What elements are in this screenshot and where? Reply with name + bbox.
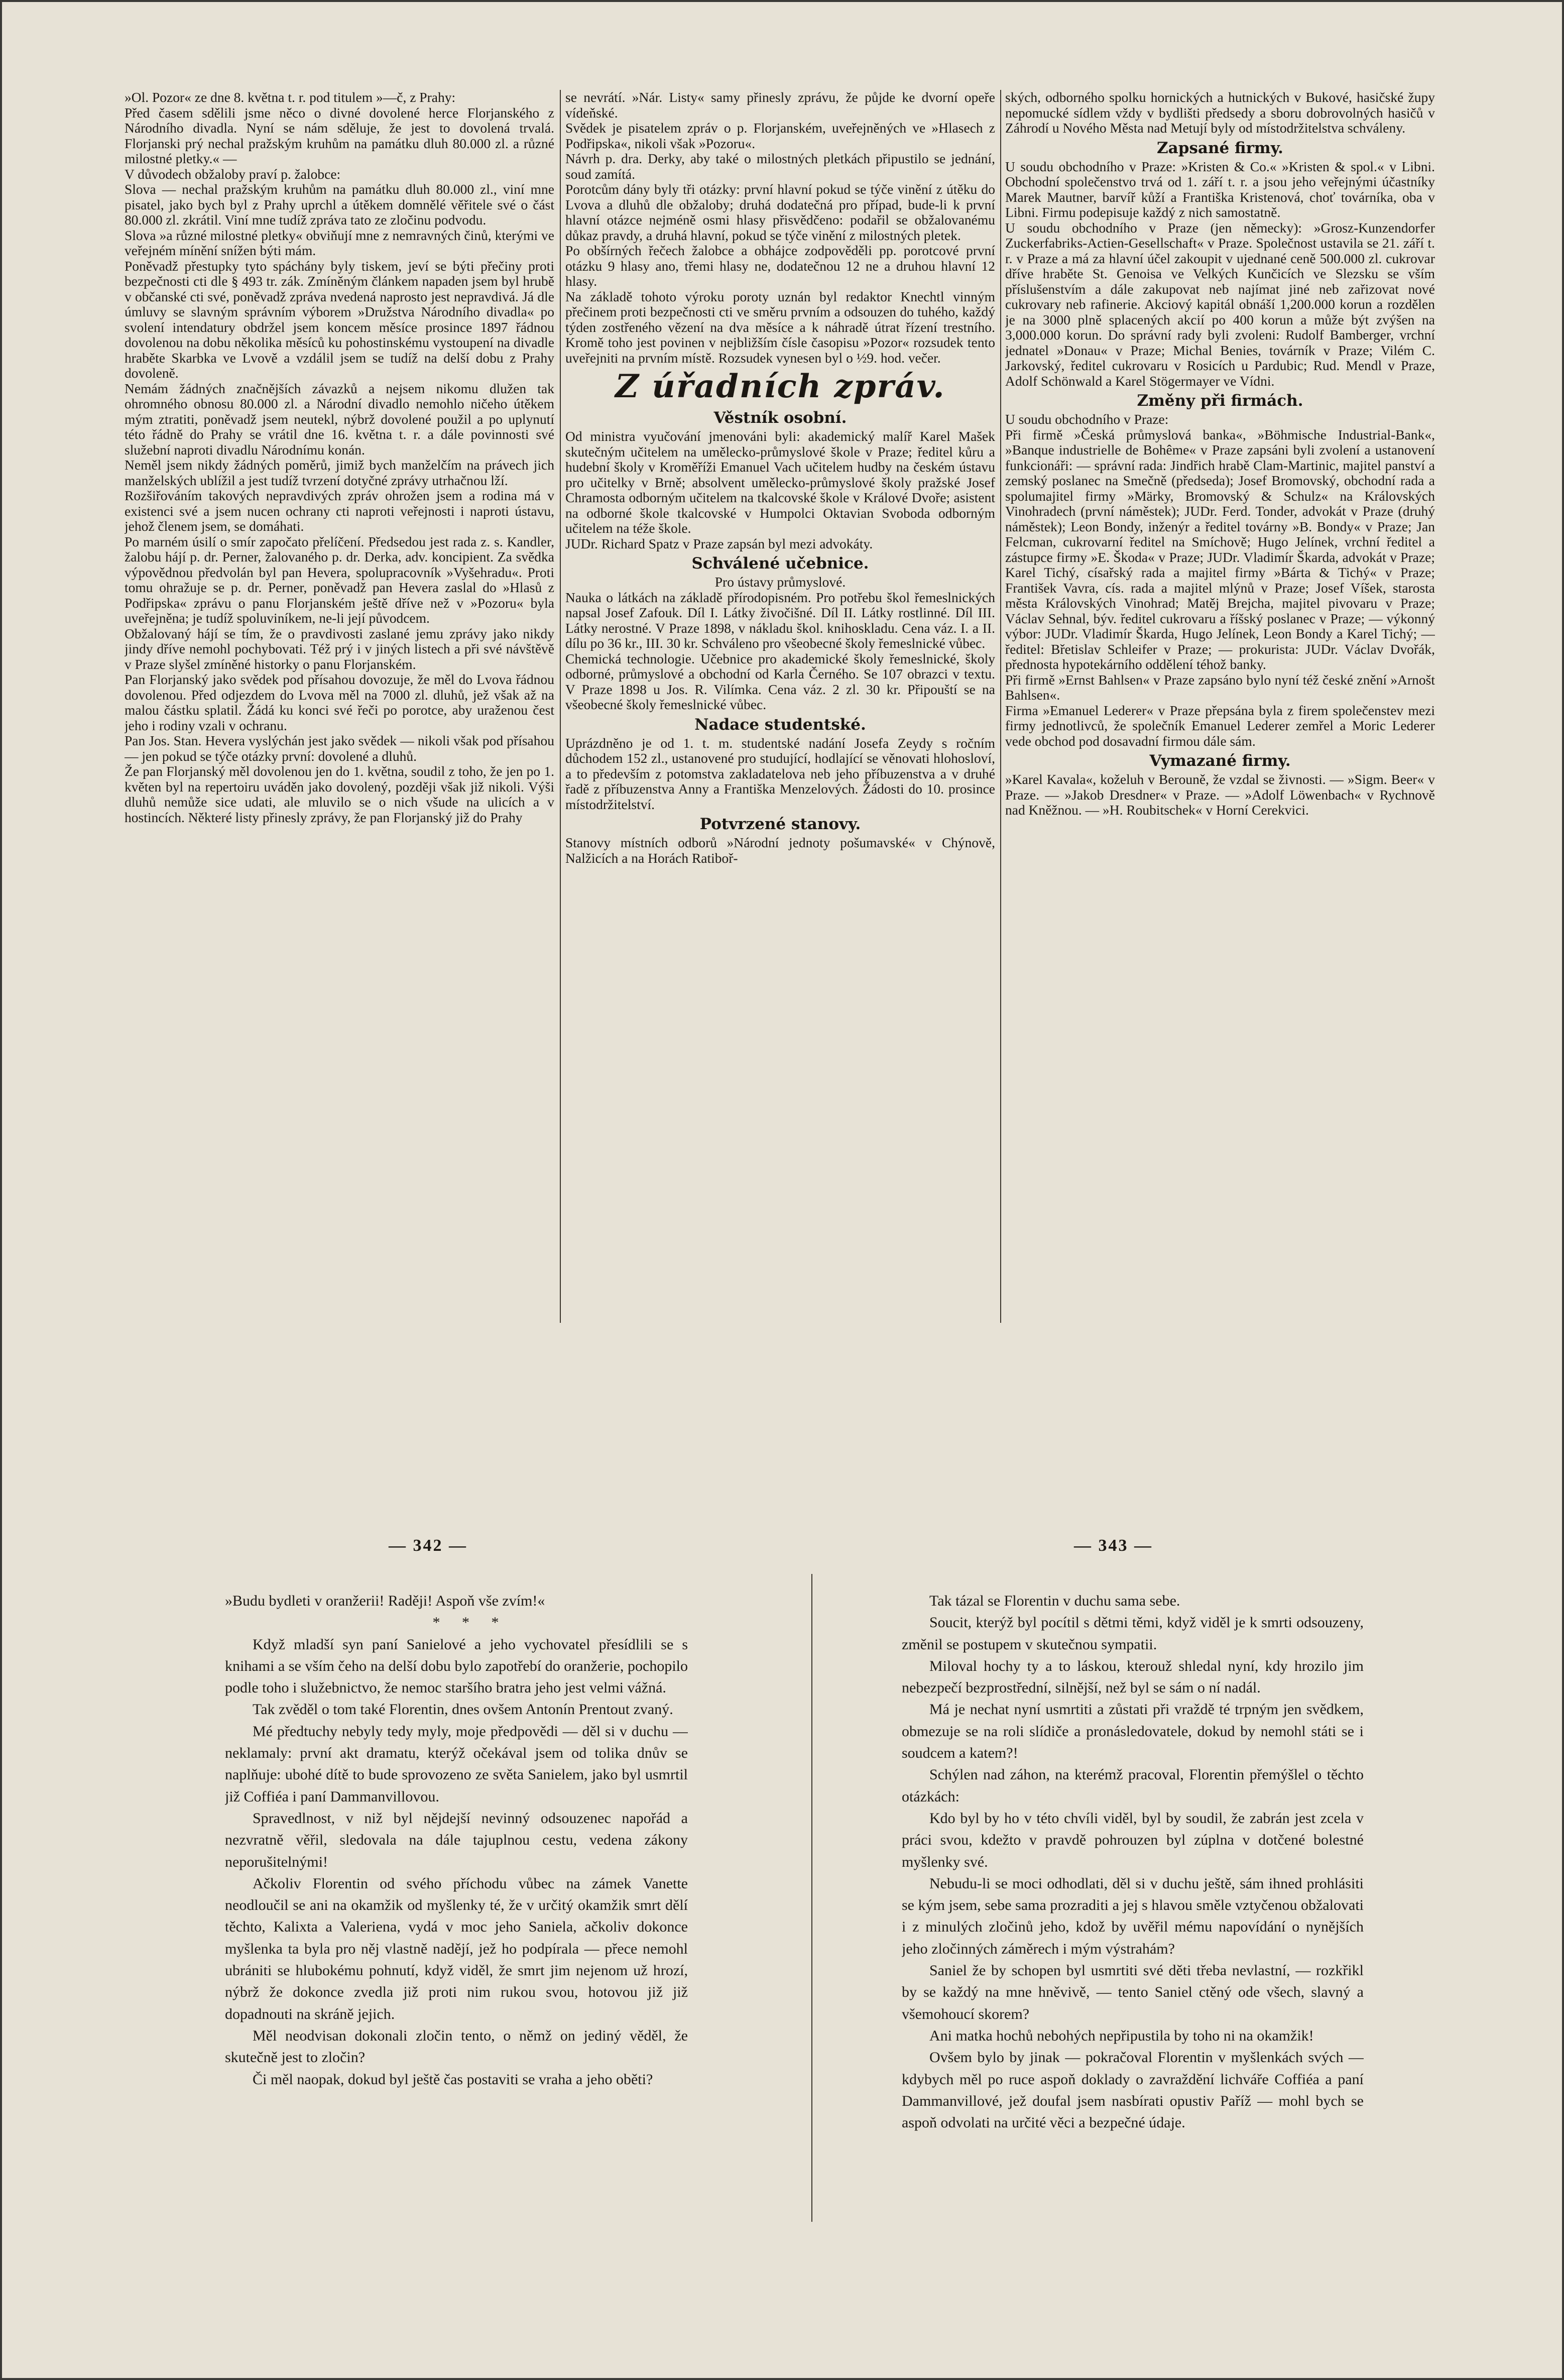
novel-divider [811,1574,812,2222]
novel-right-column [902,1590,1364,2208]
notice-paragraph: U soudu obchodního v Praze: [1005,411,1169,427]
article-paragraph: Návrh p. dra. Derky, aby také o milostných pletkách připustilo se jednání, soud zamítá. [565,151,995,182]
notice-paragraph: Při firmě »Ernst Bahlsen« v Praze zapsáno bylo nyní též české znění »Arnošt Bahlsen«. [1005,671,1435,703]
article-paragraph: Obžalovaný hájí se tím, že o pravdivosti zaslané jemu zprávy jako nikdy jindy dříve nemohl pochybovati. Též prý i v jiných listech a při své návštěvě v Praze slyšel zmíněné historky o panu Florjanském. [125,625,554,672]
column-divider [1000,90,1001,1323]
notice-paragraph: Od ministra vyučování jmenováni byli: akademický malíř Karel Mašek skutečným učitelem na umělecko-průmyslové škole v Praze; ředitel kůru a hudební školy v Kroměříži Emanuel Vach učitelem hudby na českém ústavu pro učitelky v Brně; absolvent uměleckо-průmyslové školy pražské Josef Chramosta odborným učitelem na tkalcovské škole v Králové Dvoře; asistent na odborné škole tkalcovské v Humpolci Oktavian Svoboda odborným učitelem na téže škole. [565,428,995,536]
article-paragraph: Porotcům dány byly tři otázky: první hlavní pokud se týče vinění z útěku do Lvova a dluhů dle obžaloby; druhá dodatečná pro případ, bude-li k první hlavní otázce nejméně osmi hlasy přisvědčeno: podařil se obžalovanému důkaz pravdy, a druhá hlavní, pokud se týče vinění z milostných pletek. [565,181,995,243]
novel-left-column [225,1590,688,2208]
column-2 [565,90,995,1323]
scan-edge-right [1562,0,1564,2380]
novel-paragraph: »Budu bydleti v oranžerii! Raději! Aspoň vše zvím!« [225,1593,545,1609]
article-paragraph: Slova »a různé milostné pletky« obviňují mne z nemravných činů, kterými ve veřejném mínění snížen býti mám. [125,227,554,258]
novel-paragraph: Tak zvěděl o tom také Florentin, dnes ovšem Antonín Prentout zvaný. [253,1701,673,1718]
column-divider [560,90,561,1323]
notice-paragraph: U soudu obchodního v Praze: »Kristen & Co.« »Kristen & spol.« v Libni. Obchodní společenstvo trvá od 1. září t. r. a jsou jeho veřejnými účastníky Marek Mautner, barvíř kůží a Františka Kristenová, choť továrníka, oba v Libni. Firmu podepisuje každý z nich samostatně. [1005,158,1435,220]
heading-zmeny-pri-firmach: Změny při firmách. [1137,392,1303,410]
novel-paragraph: Ačkoliv Florentin od svého příchodu vůbec na zámek Vanette neodloučil se ani na okamžik od myšlenky té, že v určitý okamžik smrt dělí těchto, Kalixta a Valeriena, vydá v moc jeho Saniela, ačkoliv dokonce myšlenka ta byla pro něj vlastně nadějí, jež ho podpírala — přece nemohl ubrániti se hlubokému pohnutí, když viděl, že smrt jim nejenom už hrozí, nýbrž že dokonce zvedla již proti nim rukou svou, hotovou již již dopadnouti na skráně jejich. [225,1875,688,2022]
novel-paragraph: Ani matka hochů nebohých nepřipustila by toho ni na okamžik! [929,2027,1314,2044]
heading-vestnik-osobni: Věstník osobní. [713,409,847,427]
article-paragraph: Svědek je pisatelem zpráv o p. Florjanském, uveřejněných ve »Hlasech z Podřipska«, nikoli však »Pozoru«. [565,120,995,151]
heading-schvalene-ucebnice: Schválené učebnice. [691,554,869,573]
section-break-stars: * * * [432,1614,508,1631]
novel-paragraph: Nebudu-li se moci odhodlati, děl si v duchu ještě, sám ihned prohlásiti se kým jsem, sebe sama prozraditi a jej s hlavou směle vztyčenou obžalovati i z minulých zločinů jeho, kdož by uvěřil mému napovídání o nynějších jeho zločinných záměrech i mým výstrahám? [902,1875,1364,1957]
page-number-right: — 343 — [1074,1536,1153,1555]
novel-paragraph: Mé předtuchy nebyly tedy myly, moje předpovědi — děl si v duchu — neklamaly: první akt dramatu, kterýž očekával jsem od tolika dnův se naplňuje: ubohé dítě to bude sprovozeno ze světa Sanielem, jako byl usmrtil již Coffiéa i paní Dammanvillovou. [225,1723,688,1805]
article-paragraph: Neměl jsem nikdy žádných poměrů, jimiž bych manželčím na právech jich manželských ublížil a jest tudíž tvrzení dotyčné zprávy utrhačnou lží. [125,457,554,488]
section-title-uradni-zpravy: Z úřadních zpráv. [615,368,945,405]
novel-paragraph: Schýlen nad záhon, na kterémž pracoval, Florentin přemýšlel o těchto otázkách: [902,1766,1364,1805]
novel-paragraph: Měl neodvisan dokonali zločin tento, o němž on jediný věděl, že skutečně jest to zločin? [225,2027,688,2066]
novel-paragraph: Miloval hochy ty a to láskou, kterouž shledal nyní, kdy hrozilo jim nebezpečí bezprostřední, silnější, než byl se sám o ní nadál. [902,1657,1364,1696]
novel-paragraph: Kdo byl by ho v této chvíli viděl, byl by soudil, že zabrán jest zcela v práci svou, kdežto v pravdě pohrouzen byl zúplna v dotčené bolestné myšlenky své. [902,1809,1364,1870]
notice-paragraph: ských, odborného spolku hornických a hutnických v Bukové, hasičské župy nepomucké sídlem vždy v bydlišti předsedy a sboru dobrovolných hasičů v Záhrodí u Nového Města nad Metují byly od místodržitelstva schváleny. [1005,90,1435,136]
notice-paragraph: Nauka o látkách na základě přírodopisném. Pro potřebu škol řemeslnických napsal Josef Zafouk. Díl I. Látky živočišné. Díl II. Látky rostlinné. Díl III. Látky nerostné. V Praze 1898, v nákladu škol. knihoskladu. Cena váz. I. a II. dílu po 36 kr., III. 30 kr. Schváleno pro všeobecné školy řemeslnické vůbec. [565,589,995,651]
page-number-left: — 342 — [389,1536,467,1555]
notice-paragraph: Při firmě »Česká průmyslová banka«, »Böhmische Industrial-Bank«, »Banque industrielle de Bohême« v Praze zapsáni byli zvolení a ustanovení funkcionáři: — správní rada: Jindřich hrabě Clam-Martinic, majitel panství a zemský poslanec na Smečně (předseda); Josef Bromovský, obchodní rada a spolumajitel firmy »Märky, Bromovský & Schulz« na Královských Vinohradech (první náměstek); JUDr. Ferd. Tonder, advokát v Praze (druhý náměstek); Leon Bondy, inženýr a ředitel továrny »B. Bondy« v Praze; Jan Felcman, cukrovarní ředitel na Smíchově; Hugo Jelínek, vrchní ředitel a zástupce firmy »E. Škoda« v Praze; JUDr. Vladimír Škarda, advokát v Praze; Karel Tichý, císařský rada a majitel firmy »Bárta & Tichý« v Praze; František Vavra, cís. rada a majitel mlýnů v Praze; Josef Víšek, starosta města Královských Vinohrad; Matěj Brejcha, majitel pivovaru v Praze; Václav Sehnal, býv. ředitel cukrovaru a říšský poslanec v Praze; — výkonný výbor: JUDr. Vladimír Škarda, Hugo Jelínek, Leon Bondy a Karel Tichý; — ředitel: Břetislav Schleifer v Praze; — prokurista: JUDr. Václav Dvořák, přednosta hypotekárního oddělení téhož banky. [1005,426,1435,672]
article-paragraph: Před časem sdělili jsme něco o divné dovolené herce Florjanského z Národního divadla. Nyní se nám sděluje, že jest to dovolená trvalá. Florjanski prý nechal pražským kruhům na památku dluh 80.000 zl. a různé milostné pletky.« — [125,104,554,166]
notice-paragraph: Stanovy místních odborů »Národní jednoty pošumavské« v Chýnově, Nalžicích a na Horách Ratiboř- [565,835,995,866]
novel-paragraph: Či měl naopak, dokud byl ještě čas postaviti se vraha a jeho oběti? [253,2071,653,2088]
novel-paragraph: Spravedlnost, v niž byl nějdejší nevinný odsouzenec napořád a nezvratně věřil, sledovala na dále tajuplnou cestu, vedena zákony neporušitelnými! [225,1809,688,1870]
article-paragraph: Slova — nechal pražským kruhům na památku dluh 80.000 zl., viní mne pisatel, jako bych byl z Prahy uprchl a útěkem domnělé věřitele své o část 80.000 zl. zkrátil. Viní mne tudíž zpráva tato ze zločinu podvodu. [125,181,554,228]
article-paragraph: Po obšírných řečech žalobce a obhájce zodpověděli pp. porotcové první otázku 9 hlasy ano, třemi hlasy ne, dodatečnou 12 ne a druhou hlavní 12 hlasy. [565,243,995,289]
heading-nadace-studentske: Nadace studentské. [694,715,866,734]
article-paragraph: Na základě tohoto výroku poroty uznán byl redaktor Knechtl vinným přečinem proti bezpečnosti cti ve směru prvním a odsouzen do tuhého, každý týden zostřeného vězení na dva měsíce a k náhradě útrat řízení trestního. Kromě toho jest povinen v nejbližším čísle časopisu »Pozor« rozsudek tento uveřejniti na prvním místě. Rozsudek vynesen byl o ½9. hod. večer. [565,288,995,366]
article-paragraph: Poněvadž přestupky tyto spáchány byly tiskem, jeví se býti přečiny proti bezpečnosti cti dle § 493 tr. zák. Zmíněným článkem napaden jsem byl hrubě v občanské cti své, poněvadž zpráva nvedená naprosto jest nepravdivá. Já dle úmluvy se slavným správním výborem »Družstva Národního divadla« po svolení intendatury obdržel jsem koncem měsíce prosince 1897 řádnou dovolenou na dobu několika měsíců ku pohostinskému vystoupení na divadle hraběte Skarbka ve Lvově a vzdálil jsem se tudíž na delší dobu z Prahy dovoleně. [125,258,554,381]
article-paragraph: Pan Florjanský jako svědek pod přísahou dovozuje, že měl do Lvova řádnou dovolenou. Před odjezdem do Lvova měl na 7000 zl. dluhů, jež však až na malou částku splatil. Žádá ku konci své řeči po porotce, aby uraženou čest jeho i rodiny vzali v ochranu. [125,671,554,733]
novel-paragraph: Tak tázal se Florentin v duchu sama sebe. [929,1593,1180,1609]
novel-paragraph: Ovšem bylo by jinak — pokračoval Florentin v myšlenkách svých — kdybych měl po ruce aspoň doklady o zavraždění lichváře Coffiéa a paní Dammanvillové, jež doufal jsem nasbírati opustiv Paříž — mohl bych se aspoň odvolati na určité věci a bezpečné údaje. [902,2049,1364,2131]
novel-paragraph: Má je nechat nyní usmrtiti a zůstati při vraždě té trpným jen svědkem, obmezuje se na roli slídiče a pronásledovatele, dokud by nemohl státi se i soudcem a katem?! [902,1701,1364,1762]
novel-paragraph: Saniel že by schopen byl usmrtiti své děti třeba nevlastní, — rozkřikl by se každý na mne hněvivě, — tento Saniel ctěný ode všech, slavný a všemohoucí skorem? [902,1962,1364,2022]
article-paragraph: Pan Jos. Stan. Hevera vyslýchán jest jako svědek — nikoli však pod přísahou — jen pokud se týče otázky první: dovolené a dluhů. [125,733,554,764]
article-paragraph: Že pan Florjanský měl dovolenou jen do 1. května, soudil z toho, že jen po 1. květen byl na repertoiru uváděn jako dovolený, později však již nikoli. Výši dluhů nemůže sice udati, ale mluvilo se o nich všude na ulicích a v hostincích. Některé listy přinesly zprávy, že pan Florjanský již do Prahy [125,763,554,825]
novel-paragraph: Soucit, kterýž byl pocítil s dětmi těmi, když viděl je k smrti odsouzeny, změnil se postupem v skutečnou sympatii. [902,1614,1364,1653]
subheading: Pro ústavy průmyslové. [714,574,846,590]
notice-paragraph: »Karel Kavala«, koželuh v Berouně, že vzdal se živnosti. — »Sigm. Beer« v Praze. — »Jakob Dresdner« v Praze. — »Adolf Löwenbach« v Rychnově nad Kněžnou. — »H. Roubitschek« v Horní Cerekvici. [1005,771,1435,818]
scan-edge-top [0,0,1564,2]
notice-paragraph: Uprázdněno je od 1. t. m. studentské nadání Josefa Zeydy s ročním důchodem 152 zl., ustanovené pro studující, hodlající se věnovati hlohosloví, a to především z potomstva zakladatelova neb jeho příbuzenstva a v druhé řadě z příbuzenstva Anny a Františka Menzelových. Žádosti do 10. prosince místodržitelství. [565,735,995,812]
heading-zapsane-firmy: Zapsané firmy. [1157,139,1283,157]
heading-vymazane-firmy: Vymazané firmy. [1149,752,1291,770]
notice-paragraph: Chemická technologie. Učebnice pro akademické školy řemeslnické, školy odborné, průmyslové a obchodní od Karla Černého. Se 107 obrazci v textu. V Praze 1898 u Jos. R. Vilímka. Cena váz. 2 zl. 30 kr. Připouští se na všeobecné školy řemeslnické vůbec. [565,650,995,712]
column-1 [125,90,554,1323]
notice-paragraph: U soudu obchodního v Praze (jen německy): »Grosz-Kunzendorfer Zuckerfabriks-Actien-Gesellschaft« v Praze. Společnost ustavila se 21. září t. r. v Praze a má za hlavní účel zakoupit v ujednané ceně 500.000 zl. cukrovar dříve hraběte St. Genoisa ve Velkých Kunčicích ve Slezsku se vším příslušenstvím a dále zakupovat neb najímat jiné neb zařizovat nové cukrovary neb rafinerie. Akciový kapitál obnáší 1,200.000 korun a rozdělen je na 3000 plně splacených akcií po 400 korun a může být zvýšen na 3,000.000 korun. Do správní rady byli zvoleni: Rudolf Bamberger, vrchní jednatel »Donau« v Praze; Michal Benies, továrník v Praze; Vilém C. Jarkovský, ředitel cukrovaru v Rosicích u Pardubic; Rud. Mendl v Praze, Adolf Schönwald a Karel Stögermayer ve Vídni. [1005,219,1435,389]
scan-edge-bottom [0,2378,1564,2380]
article-paragraph: V důvodech obžaloby praví p. žalobce: [125,166,341,182]
article-paragraph: Po marném úsilí o smír započato přelíčení. Předsedou jest rada z. s. Kandler, žalobu hájí p. dr. Perner, žalovaného p. dr. Derka, adv. koncipient. Za svědka výpovědnou předvolán byl pan Hevera, spolupracovník »Vyšehradu«. Proti tomu ohražuje se p. dr. Perner, poněvadž pan Hevera zaslal do »Hlasů z Podřipska« zprávu o panu Florjanském ještě dříve než v »Pozoru« byla uveřejněna; je tudíž spoluviníkem, ne-li její původcem. [125,533,554,626]
notice-paragraph: JUDr. Richard Spatz v Praze zapsán byl mezi advokáty. [565,535,873,551]
heading-potvrzene-stanovy: Potvrzené stanovy. [699,815,861,833]
article-paragraph: »Ol. Pozor« ze dne 8. května t. r. pod titulem »—č, z Prahy: [125,90,456,105]
notice-paragraph: Firma »Emanuel Lederer« v Praze přepsána byla z firem společenstev mezi firmy jednotlivců, že společník Emanuel Lederer zemřel a Moric Lederer vede obchod pod dosavadní firmou dále sám. [1005,702,1435,749]
scan-edge-left [0,0,2,2380]
column-3 [1005,90,1435,1323]
novel-paragraph: Když mladší syn paní Sanielové a jeho vychovatel přesídlili se s knihami a se vším čeho na delší dobu bylo zapotřebí do oranžerie, pochopilo podle toho i služebnictvo, že nemoc staršího bratra jeho jest velmi vážná. [225,1636,688,1696]
article-paragraph: Rozšiřováním takových nepravdivých zpráv ohrožen jsem a rodina má v existenci své a jsem nucen ochrany cti naproti veřejnosti i naproti ústavu, jehož členem jsem, se domáhati. [125,488,554,534]
newspaper-page [2,2,1562,2378]
article-paragraph: se nevrátí. »Nár. Listy« samy přinesly zprávu, že půjde ke dvorní opeře vídeňské. [565,90,995,121]
article-paragraph: Nemám žádných značnějších závazků a nejsem nikomu dlužen tak ohromného obnosu 80.000 zl. a Národní divadlo nemohlo ničeho útěkem mým ztratiti, poněvadž jsem neutekl, nýbrž dovolené použil a po uplynutí této řádně do Prahy se vrátil dne 16. května t. r. a dále povinnosti své služební naproti divadlu Národnímu konán. [125,380,554,458]
